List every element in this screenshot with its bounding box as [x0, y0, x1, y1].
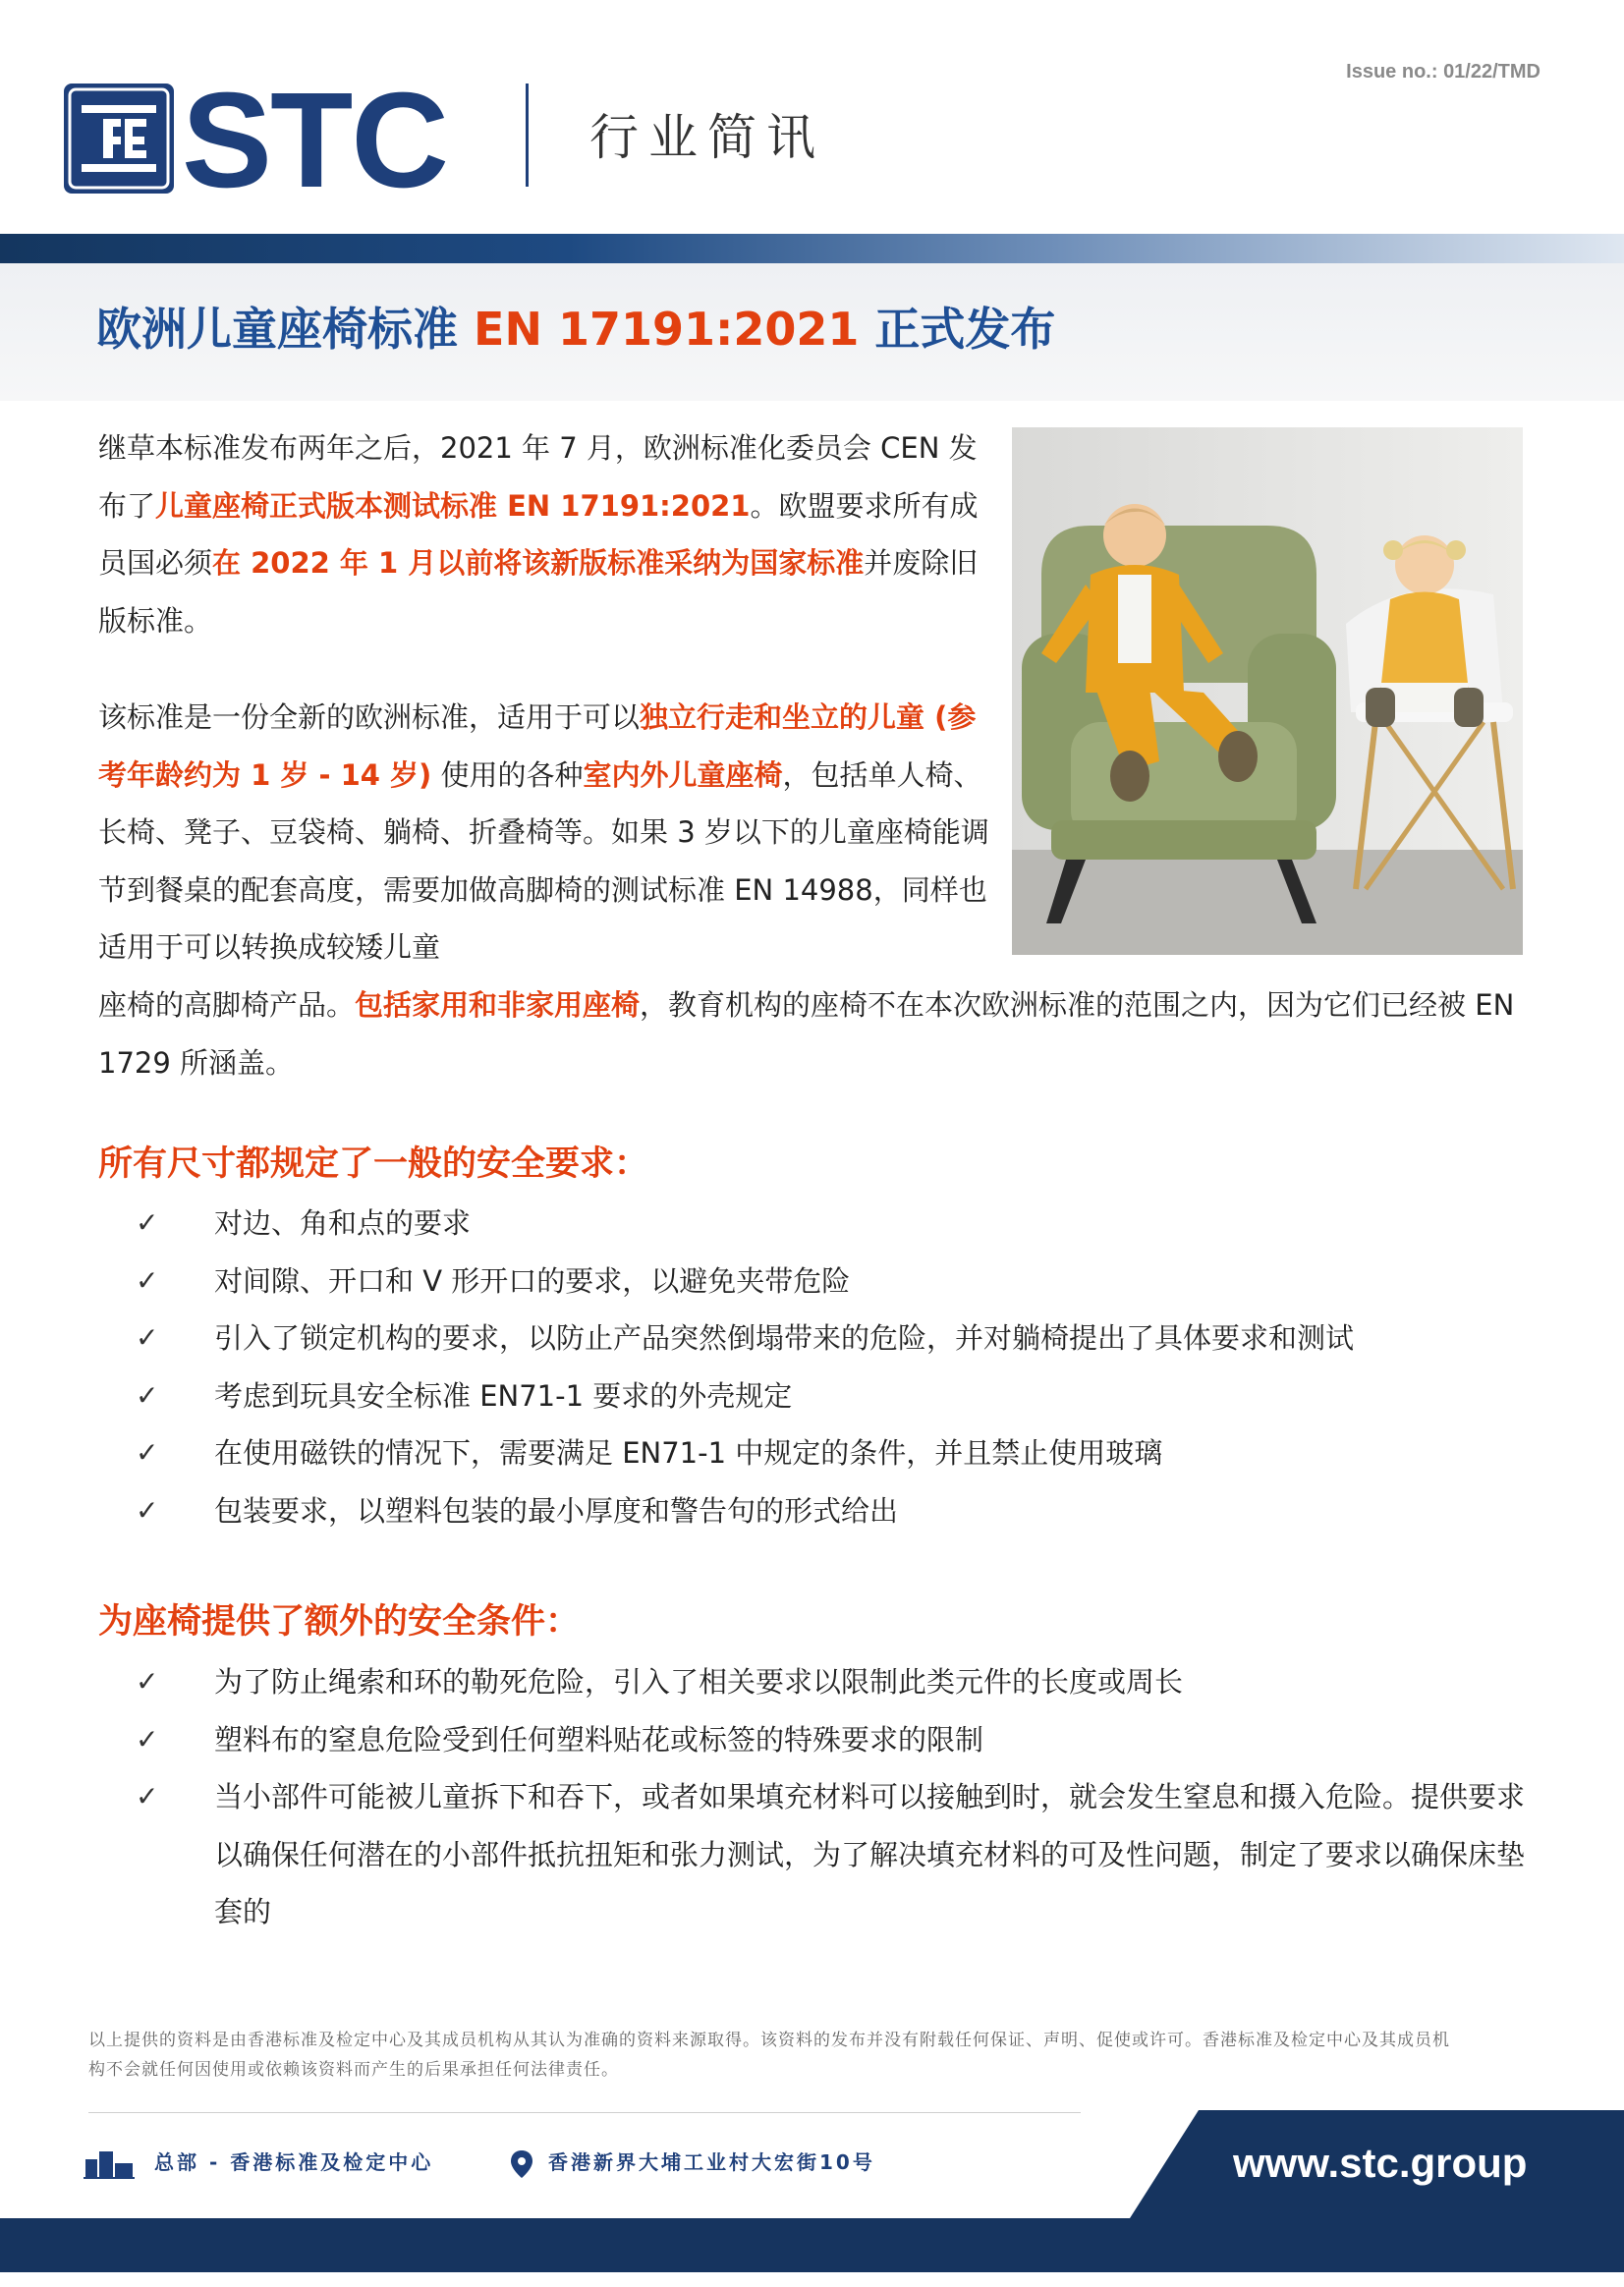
list-item	[98, 1711, 1533, 1769]
list-item-text: 包装要求，以塑料包装的最小厚度和警告句的形式给出	[214, 1493, 899, 1528]
page-title	[96, 295, 1055, 363]
list-item	[98, 1424, 1533, 1482]
list-item	[98, 1195, 1533, 1253]
list-item	[98, 1653, 1533, 1711]
check-icon: ✓	[136, 1436, 159, 1469]
additional-safety-heading: 为座椅提供了额外的安全条件：	[98, 1602, 581, 1642]
header-divider	[526, 84, 529, 187]
text-run: ，教育机构的座椅不在本次欧洲标准的范围之内，因为它们已经被 EN 1729 所涵盖。	[98, 988, 1515, 1080]
disclaimer: 以上提供的资料是由香港标准及检定中心及其成员机构从其认为准确的资料来源取得。该资料的发布并没有附载任何保证、声明、促使或许可。香港标准及检定中心及其成员机构不会就任何因使用或依赖该资料而产生的后果承担任何法律责任。	[88, 2031, 1450, 2080]
list-item	[98, 1310, 1533, 1367]
list-item	[98, 1253, 1533, 1311]
list-item	[98, 1768, 1533, 1941]
check-icon: ✓	[136, 1321, 159, 1354]
list-item-text: 对间隙、开口和 V 形开口的要求，以避免夹带危险	[214, 1263, 851, 1298]
scope-paragraph	[98, 689, 990, 976]
location-pin-icon	[511, 2150, 532, 2178]
brand-name: STC	[182, 65, 447, 216]
text-run: 并废除旧版标准。	[98, 546, 979, 638]
list-item	[98, 1482, 1533, 1540]
list-item-text: 塑料布的窒息危险受到任何塑料贴花或标签的特殊要求的限制	[214, 1722, 984, 1757]
hq-label: 总部 - 香港标准及检定中心	[154, 2150, 434, 2174]
gradient-banner	[0, 234, 1624, 263]
title-prefix: 欧洲儿童座椅标准	[96, 303, 475, 356]
check-icon: ✓	[136, 1206, 159, 1239]
headquarters	[84, 2145, 433, 2180]
list-item-text: 当小部件可能被儿童拆下和吞下，或者如果填充材料可以接触到时，就会发生窒息和摄入危险。提供要求以确保任何潜在的小部件抵抗扭矩和张力测试，为了解决填充材料的可及性问题，制定了要求以确保床垫套的	[214, 1780, 1526, 1928]
address-text: 香港新界大埔工业村大宏街10号	[548, 2150, 875, 2174]
text-run: 座椅的高脚椅产品。	[98, 988, 356, 1022]
list-item-text: 为了防止绳索和环的勒死危险，引入了相关要求以限制此类元件的长度或周长	[214, 1665, 1184, 1699]
check-icon: ✓	[136, 1665, 159, 1698]
website-link[interactable]: www.stc.group	[1233, 2140, 1528, 2186]
check-icon: ✓	[136, 1780, 159, 1813]
title-highlight: EN 17191:2021	[474, 303, 860, 356]
list-item	[98, 1367, 1533, 1425]
list-item-text: 对边、角和点的要求	[214, 1206, 472, 1240]
additional-safety-list	[98, 1653, 1533, 1941]
children-on-chairs-photo	[1012, 427, 1523, 955]
highlight-run: 包括家用和非家用座椅	[355, 988, 641, 1022]
text-run: 该标准是一份全新的欧洲标准，适用于可以	[98, 700, 641, 734]
check-icon: ✓	[136, 1493, 159, 1527]
text-run: 使用的各种	[431, 757, 584, 792]
building-icon	[84, 2149, 135, 2179]
stc-logo-icon	[64, 84, 174, 194]
scope-paragraph-continued	[98, 976, 1528, 1091]
list-item-text: 考虑到玩具安全标准 EN71-1 要求的外壳规定	[214, 1378, 793, 1413]
address	[511, 2145, 875, 2180]
check-icon: ✓	[136, 1722, 159, 1756]
newsletter-title: 行业简讯	[589, 109, 825, 166]
text-run: 。欧盟要求所有成员国必须	[98, 488, 979, 580]
highlight-run: 儿童座椅正式版本测试标准 EN 17191:2021	[155, 488, 751, 523]
highlight-run: 独立行走和坐立的儿童 (参考年龄约为 1 岁 - 14 岁)	[98, 700, 977, 792]
general-safety-heading: 所有尺寸都规定了一般的安全要求：	[98, 1144, 649, 1184]
title-suffix: 正式发布	[859, 303, 1056, 356]
text-run: 继草本标准发布两年之后，2021 年 7 月，欧洲标准化委员会 CEN 发布了	[98, 431, 978, 523]
highlight-run: 室内外儿童座椅	[583, 757, 783, 792]
highlight-run: 在 2022 年 1 月以前将该新版标准采纳为国家标准	[212, 546, 865, 580]
list-item-text: 引入了锁定机构的要求，以防止产品突然倒塌带来的危险，并对躺椅提出了具体要求和测试	[214, 1321, 1355, 1355]
intro-paragraph	[98, 419, 990, 649]
list-item-text: 在使用磁铁的情况下，需要满足 EN71-1 中规定的条件，并且禁止使用玻璃	[214, 1436, 1163, 1470]
text-run: ，包括单人椅、长椅、凳子、豆袋椅、躺椅、折叠椅等。如果 3 岁以下的儿童座椅能调节到餐桌的配套高度，需要加做高脚椅的测试标准 EN 14988，同样也适用于可以转换成较矮儿童	[98, 757, 989, 964]
check-icon: ✓	[136, 1263, 159, 1297]
general-safety-list	[98, 1195, 1533, 1539]
check-icon: ✓	[136, 1378, 159, 1412]
issue-number: Issue no.: 01/22/TMD	[1346, 61, 1540, 83]
footer-divider	[88, 2112, 1081, 2113]
bottom-bar	[0, 2218, 1624, 2272]
